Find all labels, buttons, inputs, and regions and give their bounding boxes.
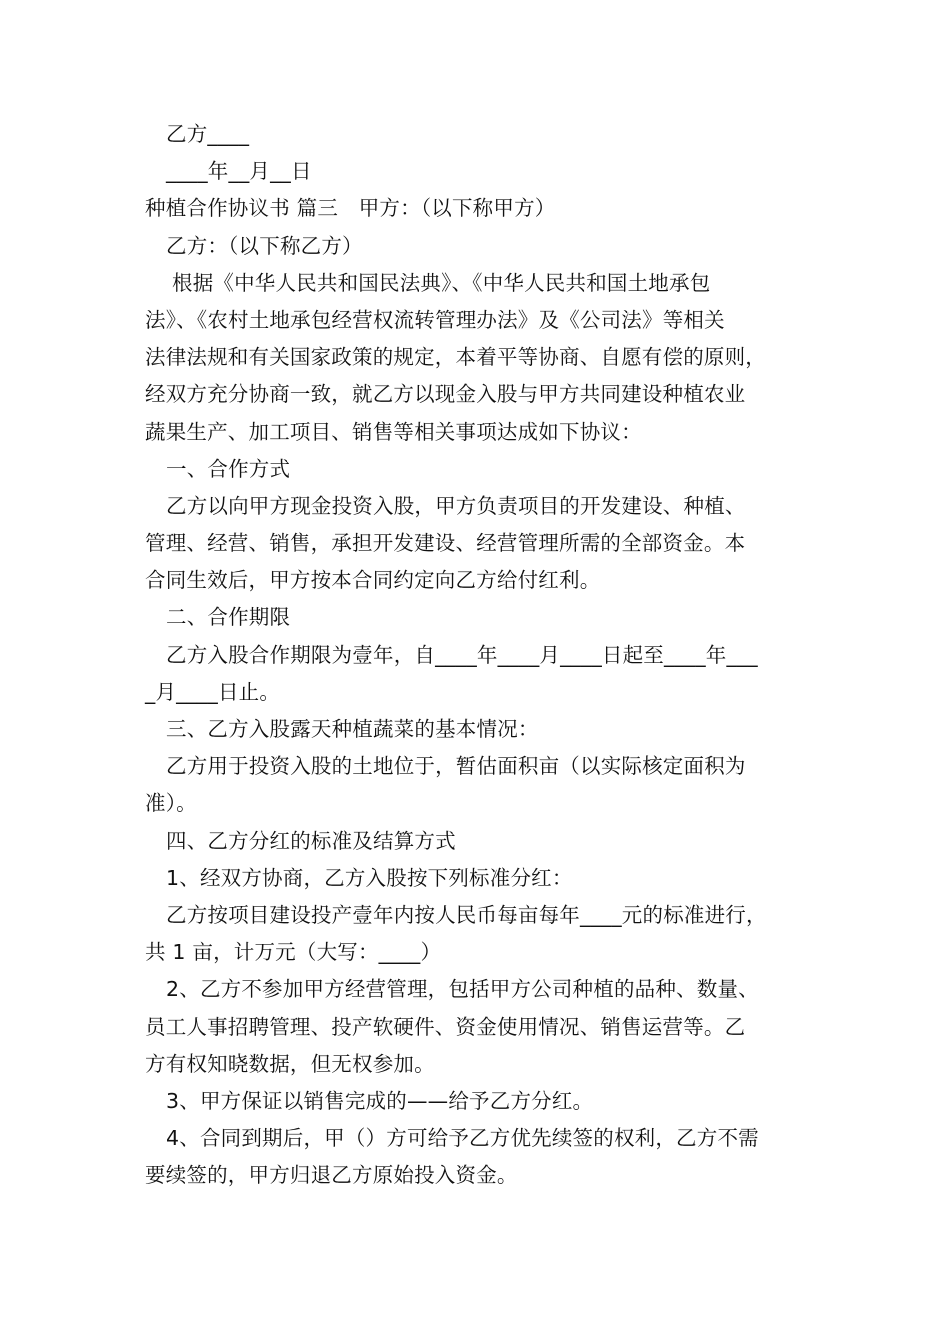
text-line: 乙方____ [166,122,250,146]
paragraph-line: 员工人事招聘管理、投产软硬件、资金使用情况、销售运营等。乙 [145,1014,746,1039]
paragraph-line: 方有权知晓数据，但无权参加。 [145,1051,435,1076]
document-body [145,116,815,1194]
section-title: 种植合作协议书 篇三 甲方：（以下称甲方） [145,196,556,221]
clause-heading: 四、乙方分红的标准及结算方式 [166,828,456,853]
paragraph-line: 2、乙方不参加甲方经营管理，包括甲方公司种植的品种、数量、 [166,977,759,1002]
clause-heading: 一、合作方式 [166,456,291,481]
paragraph-line: 蔬果生产、加工项目、销售等相关事项达成如下协议： [145,419,642,444]
text-line: 乙方：（以下称乙方） [166,233,363,258]
text-line: ____年__月__日 [166,159,312,184]
paragraph-line: _月____日止。 [145,679,281,704]
paragraph-line: 要续签的，甲方归退乙方原始投入资金。 [145,1163,518,1188]
paragraph-line: 1、经双方协商，乙方入股按下列标准分红： [166,865,573,890]
paragraph-line: 乙方入股合作期限为壹年，自____年____月____日起至____年___ [166,642,758,667]
paragraph-line: 共 1 亩，计万元（大写：____） [145,940,442,965]
paragraph-line: 法》、《农村土地承包经营权流转管理办法》及《公司法》等相关 [145,307,725,332]
paragraph-line: 4、合同到期后，甲（）方可给予乙方优先续签的权利，乙方不需 [166,1126,759,1151]
clause-heading: 三、乙方入股露天种植蔬菜的基本情况： [166,717,539,741]
paragraph-line: 管理、经营、销售，承担开发建设、经营管理所需的全部资金。本 [145,531,746,556]
paragraph-line: 乙方用于投资入股的土地位于，暂估面积亩（以实际核定面积为 [166,754,746,779]
paragraph-line: 准）。 [145,791,197,816]
clause-heading: 二、合作期限 [166,605,291,630]
paragraph-line: 3、甲方保证以销售完成的——给予乙方分红。 [166,1088,594,1113]
paragraph-line: 法律法规和有关国家政策的规定，本着平等协商、自愿有偿的原则， [145,345,766,370]
paragraph-line: 合同生效后，甲方按本合同约定向乙方给付红利。 [145,568,601,593]
paragraph-line: 经双方充分协商一致，就乙方以现金入股与甲方共同建设种植农业 [145,382,746,407]
paragraph-line: 根据《中华人民共和国民法典》、《中华人民共和国土地承包 [172,270,711,295]
paragraph-line: 乙方以向甲方现金投资入股，甲方负责项目的开发建设、种植、 [166,493,746,518]
paragraph-line: 乙方按项目建设投产壹年内按人民币每亩每年____元的标准进行， [166,902,767,927]
